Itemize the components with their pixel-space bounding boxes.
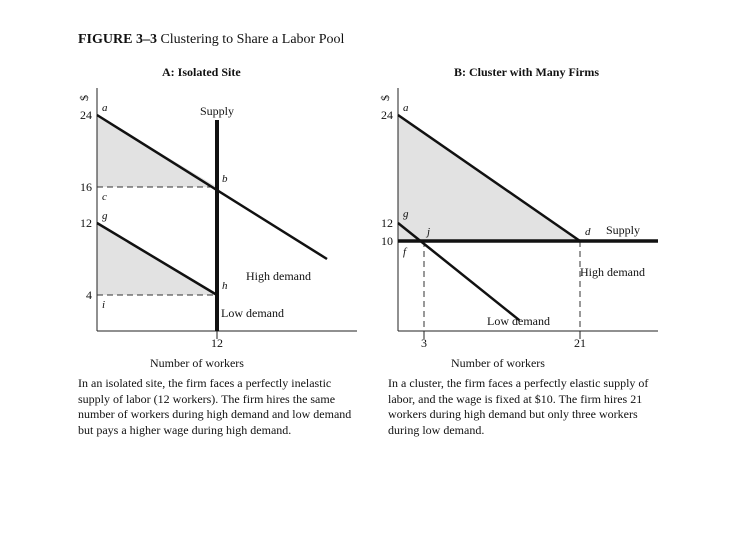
panel-a-supply-label: Supply [199, 104, 235, 118]
panel-a-point-a: a [102, 102, 108, 114]
panel-b-y-axis-label: $ [378, 95, 392, 101]
panel-a-point-c: c [102, 191, 107, 203]
panel-b-y-tick-12: 12 [381, 216, 393, 230]
panel-a-y-tick-16: 16 [80, 180, 92, 194]
panel-b-low-demand-label: Low demand [487, 314, 550, 328]
panel-b-point-f: f [403, 246, 407, 258]
panel-a-title: A: Isolated Site [162, 65, 241, 79]
panel-a-y-axis-label: $ [77, 95, 91, 101]
panel-a-x-axis-label: Number of workers [150, 356, 244, 370]
panel-a-high-demand-label: High demand [246, 269, 311, 283]
panel-a-caption: In an isolated site, the firm faces a perfectly inelastic supply of labor (12 workers). The firm hires the same number of workers during high demand and low demand but pays a higher wage during high demand. [78, 376, 352, 437]
panel-a-point-h: h [222, 280, 228, 292]
panel-b-y-tick-24: 24 [381, 108, 393, 122]
panel-a-point-g: g [102, 210, 108, 222]
panel-a-y-tick-12: 12 [80, 216, 92, 230]
panel-b-x-tick-3: 3 [421, 336, 427, 350]
panel-b-high-demand-label: High demand [580, 265, 645, 279]
panel-a-point-b: b [222, 173, 228, 185]
panel-b-supply-label: Supply [606, 223, 641, 237]
panel-b-title: B: Cluster with Many Firms [454, 65, 600, 79]
panel-b-point-g: g [403, 208, 409, 220]
panel-b-x-axis-label: Number of workers [451, 356, 545, 370]
figure-title-text: Clustering to Share a Labor Pool [160, 32, 345, 47]
panel-a-x-tick-12: 12 [211, 336, 223, 350]
panel-a-y-tick-24: 24 [80, 108, 92, 122]
panel-b-point-j: j [427, 226, 431, 238]
figure-label: FIGURE 3–3 [78, 32, 157, 47]
panel-a-y-tick-4: 4 [86, 288, 92, 302]
panel-b-x-tick-21: 21 [574, 336, 586, 350]
panel-a-point-i: i [102, 299, 106, 311]
panel-b-caption: In a cluster, the firm faces a perfectly elastic supply of labor, and the wage is fixed at $10. The firm hires 21 workers during high demand but only three workers during low demand. [388, 376, 649, 437]
panel-b-point-d: d [585, 226, 591, 238]
panel-a-low-demand-label: Low demand [221, 306, 284, 320]
panel-b-y-tick-10: 10 [381, 234, 393, 248]
panel-b-point-a: a [403, 102, 409, 114]
